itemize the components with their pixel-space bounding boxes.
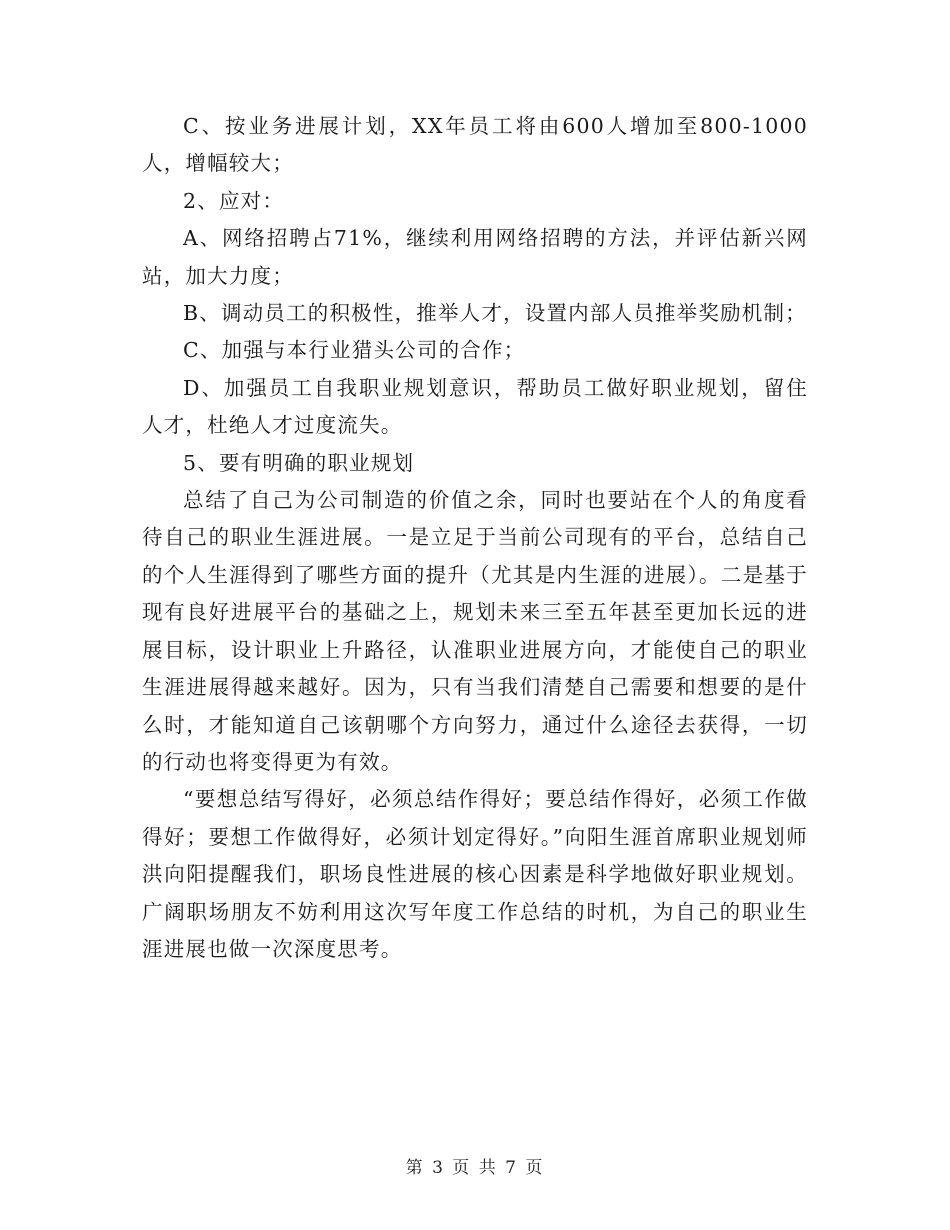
section-heading-career-plan: 5、要有明确的职业规划 — [183, 450, 415, 475]
paragraph-headhunter: C、加强与本行业猎头公司的合作； — [183, 338, 526, 363]
paragraph-career-development: 总结了自己为公司制造的价值之余，同时也要站在个人的角度看待自己的职业生涯进展。一是立足于当前公司现有的平台，总结自己的个人生涯得到了哪些方面的提升（尤其是内生涯的进展）。二是基于现有良好进展平台的基础之上，规划未来三至五年甚至更加长远的进展目标，设计职业上升路径，认准职业进展方向，才能使自己的职业生涯进展得越来越好。因为，只有当我们清楚自己需要和想要的是什么时，才能知道自己该朝哪个方向努力，通过什么途径去获得，一切的行动也将变得更为有效。 — [142, 488, 808, 774]
paragraph-online-recruiting: A、网络招聘占71%，继续利用网络招聘的方法，并评估新兴网站，加大力度； — [142, 226, 808, 288]
document-body — [142, 108, 808, 968]
paragraph-career-awareness: D、加强员工自我职业规划意识，帮助员工做好职业规划，留住人才，杜绝人才过度流失。 — [142, 375, 808, 438]
paragraph-quote: “要想总结写得好，必须总结作得好；要总结作得好，必须工作做得好；要想工作做得好，必须计划定得好。”向阳生涯首席职业规划师洪向阳提醒我们，职场良性进展的核心因素是科学地做好职业规划。广阔职场朋友不妨利用这次写年度工作总结的时机，为自己的职业生涯进展也做一次深度思考。 — [142, 787, 808, 961]
page-number-footer: 第 3 页 共 7 页 — [405, 1158, 545, 1178]
paragraph-internal-referral: B、调动员工的积极性，推举人才，设置内部人员推举奖励机制； — [183, 301, 807, 326]
paragraph-growth-plan: C、按业务进展计划，XX年员工将由600人增加至800-1000人，增幅较大； — [142, 114, 808, 176]
paragraph-response-heading: 2、应对： — [183, 188, 285, 213]
